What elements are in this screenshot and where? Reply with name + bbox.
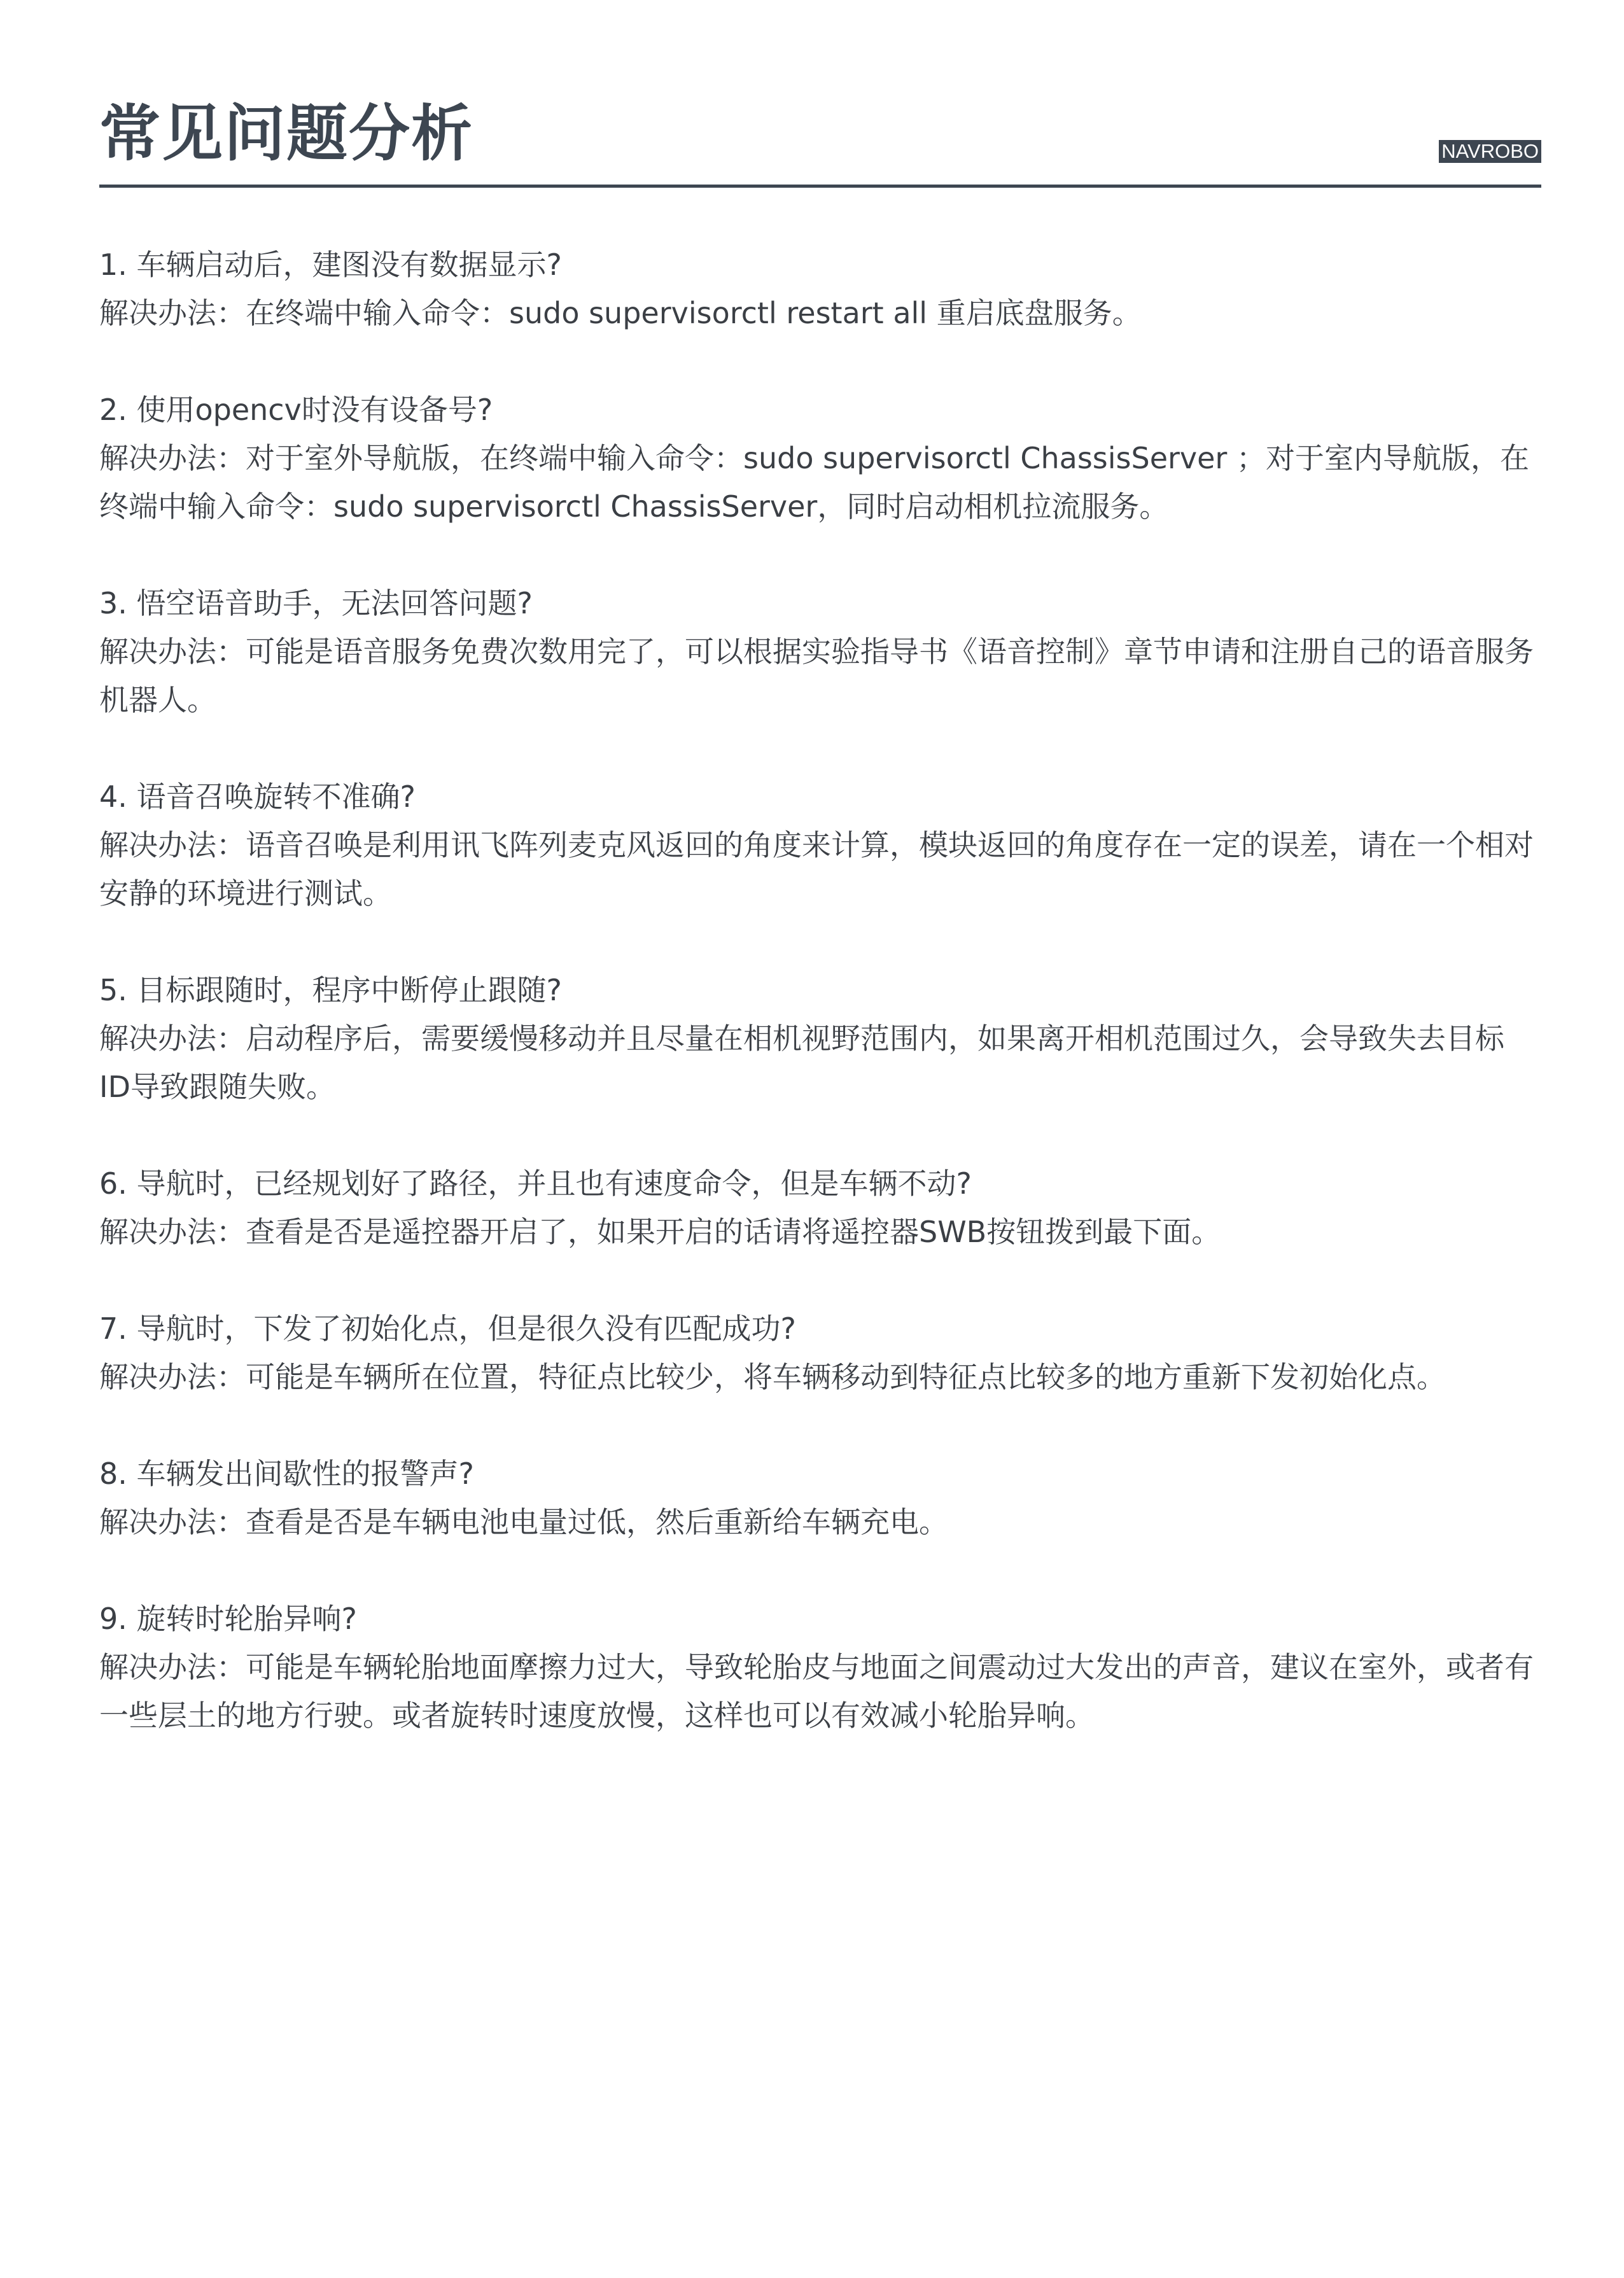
faq-answer — [99, 627, 1541, 724]
answer-label: 解决办法： — [99, 634, 246, 669]
faq-question: 9. 旋转时轮胎异响? — [99, 1602, 357, 1636]
faq-question: 3. 悟空语音助手，无法回答问题? — [99, 586, 533, 620]
answer-text: 对于室外导航版，在终端中输入命令：sudo supervisorctl ChassisServer ；对于室内导航版，在终端中输入命令：sudo supervisorctl ChassisServer，同时启动相机拉流服务。 — [99, 441, 1529, 524]
faq-question: 1. 车辆启动后，建图没有数据显示? — [99, 248, 562, 282]
answer-label: 解决办法： — [99, 1360, 246, 1394]
faq-question: 7. 导航时，下发了初始化点，但是很久没有匹配成功? — [99, 1311, 796, 1346]
faq-answer — [99, 434, 1541, 531]
faq-question: 5. 目标跟随时，程序中断停止跟随? — [99, 973, 562, 1007]
answer-label: 解决办法： — [99, 1650, 246, 1684]
answer-label: 解决办法： — [99, 296, 246, 330]
faq-item — [99, 1595, 1541, 1740]
page-title: 常见问题分析 — [99, 98, 473, 169]
faq-item — [99, 1159, 1541, 1256]
faq-item — [99, 579, 1541, 724]
answer-label: 解决办法： — [99, 1215, 246, 1249]
page-header — [99, 89, 1541, 188]
faq-answer — [99, 821, 1541, 918]
faq-answer — [99, 1208, 1541, 1256]
faq-question: 6. 导航时，已经规划好了路径，并且也有速度命令，但是车辆不动? — [99, 1166, 972, 1201]
answer-text: 查看是否是车辆电池电量过低，然后重新给车辆充电。 — [246, 1505, 948, 1539]
faq-question: 2. 使用opencv时没有设备号? — [99, 393, 493, 427]
answer-label: 解决办法： — [99, 1021, 246, 1056]
faq-answer — [99, 1014, 1541, 1111]
answer-text: 可能是语音服务免费次数用完了，可以根据实验指导书《语音控制》章节申请和注册自己的语音服务机器人。 — [99, 634, 1534, 717]
faq-item — [99, 241, 1541, 337]
answer-label: 解决办法： — [99, 441, 246, 475]
answer-label: 解决办法： — [99, 828, 246, 862]
brand-badge: NAVROBO — [1439, 140, 1541, 163]
faq-answer — [99, 1353, 1541, 1401]
answer-text: 在终端中输入命令：sudo supervisorctl restart all 重启底盘服务。 — [246, 296, 1142, 330]
faq-item — [99, 966, 1541, 1111]
faq-question: 4. 语音召唤旋转不准确? — [99, 779, 416, 814]
faq-list — [99, 241, 1541, 1788]
faq-answer — [99, 1498, 1541, 1546]
answer-text: 启动程序后，需要缓慢移动并且尽量在相机视野范围内，如果离开相机范围过久，会导致失去目标 ID导致跟随失败。 — [99, 1021, 1504, 1104]
faq-item — [99, 1304, 1541, 1401]
answer-text: 可能是车辆所在位置，特征点比较少，将车辆移动到特征点比较多的地方重新下发初始化点。 — [246, 1360, 1446, 1394]
answer-text: 查看是否是遥控器开启了，如果开启的话请将遥控器SWB按钮拨到最下面。 — [246, 1215, 1221, 1249]
faq-question: 8. 车辆发出间歇性的报警声? — [99, 1457, 474, 1491]
answer-label: 解决办法： — [99, 1505, 246, 1539]
faq-item — [99, 772, 1541, 918]
faq-item — [99, 1450, 1541, 1546]
faq-item — [99, 386, 1541, 531]
faq-answer — [99, 1643, 1541, 1740]
answer-text: 语音召唤是利用讯飞阵列麦克风返回的角度来计算，模块返回的角度存在一定的误差，请在一个相对安静的环境进行测试。 — [99, 828, 1534, 911]
answer-text: 可能是车辆轮胎地面摩擦力过大，导致轮胎皮与地面之间震动过大发出的声音，建议在室外，或者有一些层土的地方行驶。或者旋转时速度放慢，这样也可以有效减小轮胎异响。 — [99, 1650, 1534, 1733]
faq-answer — [99, 289, 1541, 337]
